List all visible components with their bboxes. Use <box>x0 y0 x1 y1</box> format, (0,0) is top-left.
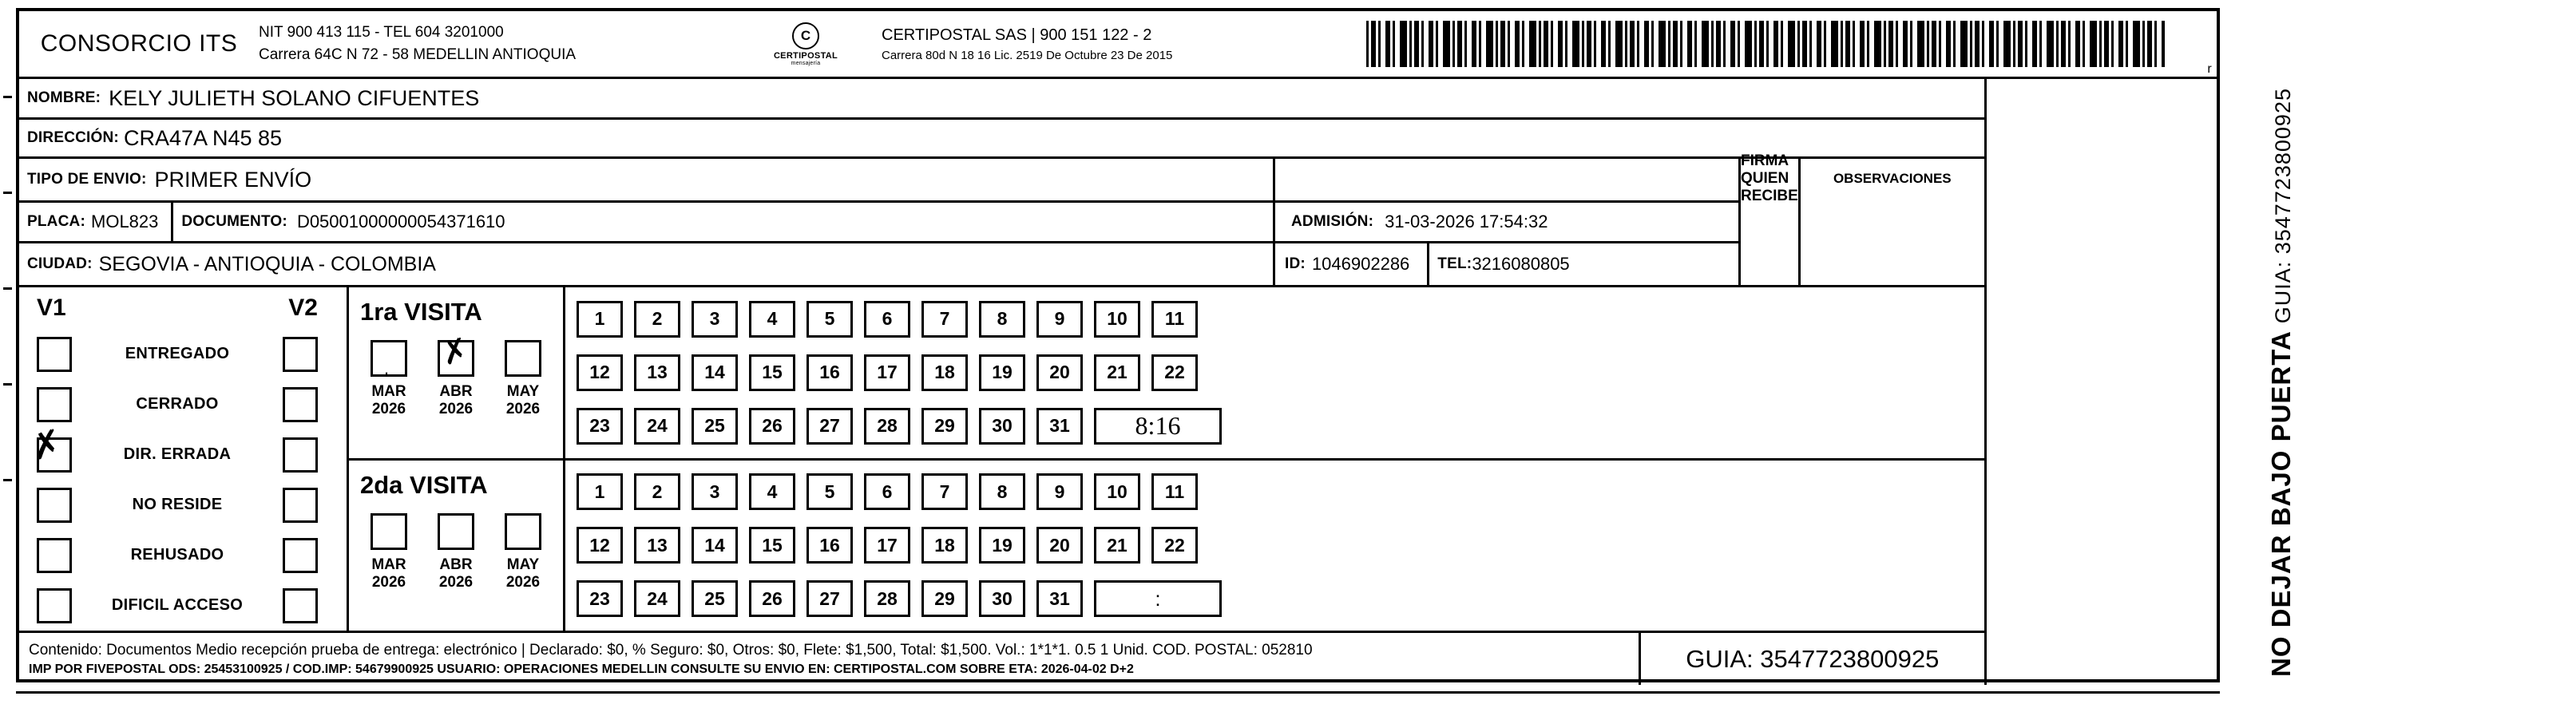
row-id-tel <box>1275 243 1738 285</box>
visit1-days <box>565 287 1984 458</box>
id-label: ID: <box>1285 255 1306 272</box>
row-ciudad <box>19 243 1273 285</box>
placa-value: MOL823 <box>91 212 159 231</box>
status-row-dificil-acceso <box>19 580 347 631</box>
day-box[interactable]: 8 <box>979 473 1025 510</box>
status-row-entregado <box>19 329 347 379</box>
checkbox-v1-entregado[interactable] <box>37 337 72 372</box>
day-box[interactable]: 21 <box>1094 527 1140 564</box>
nombre-label: NOMBRE: <box>27 89 101 106</box>
day-box[interactable]: 27 <box>806 408 853 445</box>
checkbox-v1-no-reside[interactable] <box>37 488 72 523</box>
checkbox-v2-cerrado[interactable] <box>283 387 318 422</box>
day-box[interactable]: 30 <box>979 580 1025 617</box>
v1-header: V1 <box>37 295 66 321</box>
day-box[interactable]: 27 <box>806 580 853 617</box>
checkbox-visit2-abr[interactable] <box>438 513 474 550</box>
visit1-month-abr-year: 2026 <box>438 401 474 417</box>
visit1-month-mar-name: MAR <box>371 383 406 400</box>
day-box[interactable]: 30 <box>979 408 1025 445</box>
side-warning-main: NO DEJAR BAJO PUERTA <box>2265 330 2296 677</box>
visits-column <box>349 287 1984 631</box>
visit1-month-mar-year: 2026 <box>371 401 406 417</box>
day-box[interactable]: 10 <box>1094 473 1140 510</box>
checkbox-visit1-abr[interactable] <box>437 330 474 377</box>
logo-mark-icon: C <box>792 22 819 49</box>
visit2-month-mar-year: 2026 <box>371 573 406 591</box>
visit2-month-may-year: 2026 <box>505 573 541 591</box>
day-box[interactable]: 2 <box>634 301 680 338</box>
day-box[interactable]: 26 <box>749 580 795 617</box>
label-header <box>19 11 2217 79</box>
firma-headers <box>1741 152 1984 204</box>
day-box[interactable]: 20 <box>1036 354 1083 391</box>
day-box[interactable]: 6 <box>864 301 910 338</box>
checkbox-visit1-mar[interactable]: . <box>371 340 407 377</box>
direccion-label: DIRECCIÓN: <box>27 129 119 146</box>
v2-header: V2 <box>288 295 318 321</box>
visit-block-1 <box>349 287 1984 461</box>
day-box[interactable]: 11 <box>1151 301 1198 338</box>
visit1-month-may[interactable] <box>505 340 541 418</box>
tel-value: 3216080805 <box>1472 254 1570 274</box>
day-box[interactable]: 19 <box>979 354 1025 391</box>
side-warning-text <box>2266 88 2297 677</box>
day-box[interactable]: 11 <box>1151 473 1198 510</box>
checkbox-v1-cerrado[interactable] <box>37 387 72 422</box>
footer-details <box>19 633 1639 685</box>
checkbox-v2-dir-errada[interactable] <box>283 437 318 473</box>
visit1-title: 1ra VISITA <box>360 298 482 326</box>
day-box-selected[interactable]: 4 <box>749 301 795 338</box>
status-label-rehusado: REHUSADO <box>130 546 224 564</box>
barcode-icon <box>1366 21 2165 67</box>
day-box[interactable]: 20 <box>1036 527 1083 564</box>
observaciones-area[interactable] <box>1798 199 1984 285</box>
observaciones-header-label: OBSERVACIONES <box>1798 159 1984 199</box>
certipostal-logo <box>730 11 882 77</box>
documento-label: DOCUMENTO: <box>171 203 287 241</box>
ciudad-label: CIUDAD: <box>27 255 93 272</box>
day-box[interactable]: 22 <box>1151 527 1198 564</box>
day-box[interactable]: 14 <box>692 527 738 564</box>
firma-signature-area[interactable] <box>1741 199 1798 285</box>
day-box[interactable]: 29 <box>921 580 968 617</box>
visit1-month-mar[interactable] <box>371 340 407 418</box>
visit2-month-abr[interactable] <box>438 513 474 591</box>
day-box[interactable]: 25 <box>692 580 738 617</box>
day-box[interactable]: 21 <box>1094 354 1140 391</box>
tipo-envio-value: PRIMER ENVÍO <box>154 167 312 192</box>
checkbox-v1-rehusado[interactable] <box>37 538 72 573</box>
day-box[interactable]: 12 <box>577 354 623 391</box>
checkbox-visit1-may[interactable] <box>505 340 541 377</box>
day-box[interactable]: 9 <box>1036 473 1083 510</box>
id-value: 1046902286 <box>1311 254 1410 274</box>
day-box[interactable]: 2 <box>634 473 680 510</box>
visit2-days <box>565 461 1984 631</box>
label-footer <box>19 631 1984 685</box>
visit2-month-mar-name: MAR <box>371 556 406 573</box>
day-box[interactable]: 17 <box>864 527 910 564</box>
row-admision <box>1275 203 1738 243</box>
status-label-no-reside: NO RESIDE <box>132 496 223 513</box>
carrier-info <box>882 11 1361 77</box>
visit-area <box>19 287 1984 631</box>
day-box[interactable]: 28 <box>864 408 910 445</box>
checkbox-visit2-mar[interactable] <box>371 513 407 550</box>
visit2-months <box>349 510 563 631</box>
visit-block-2 <box>349 461 1984 631</box>
status-row-no-reside <box>19 480 347 530</box>
footer-content-line: Contenido: Documentos Medio recepción prueba de entrega: electrónico | Declarado: $0, % Seguro: $0, Otros: $0, Flete: $1,500, Total: $1,500. Vol.: 1*1*1. 0.5 1 Unid. COD. POSTAL: 052810 <box>29 641 1313 659</box>
carrier-license: Carrera 80d N 18 16 Lic. 2519 De Octubre 23 De 2015 <box>882 48 1173 62</box>
visit1-month-abr-name: ABR <box>439 383 473 400</box>
nombre-value: KELY JULIETH SOLANO CIFUENTES <box>109 85 480 110</box>
header-corner-mark: r <box>2207 62 2212 76</box>
day-box[interactable]: 15 <box>749 354 795 391</box>
visit1-days-row-1 <box>565 301 1984 338</box>
firma-observaciones-body <box>1741 199 1984 285</box>
side-guia: GUIA: 3547723800925 <box>2270 87 2295 323</box>
row-tipo-envio <box>19 159 1273 203</box>
visit1-month-abr[interactable] <box>437 330 474 418</box>
checkmark-icon: ✗ <box>437 330 473 373</box>
day-box[interactable]: 14 <box>692 354 738 391</box>
visit1-time-value[interactable]: 8:16 <box>1094 408 1222 445</box>
day-box[interactable]: 10 <box>1094 301 1140 338</box>
day-box[interactable]: 5 <box>806 301 853 338</box>
barcode-area <box>1361 11 2202 77</box>
footer-imprint-line: IMP POR FIVEPOSTAL ODS: 25453100925 / COD.IMP: 54679900925 USUARIO: OPERACIONES MEDELLIN CONSULTE SU ENVIO EN: CERTIPOSTAL.COM SOBRE ETA: 2026-04-02 D+2 <box>29 662 1134 676</box>
status-label-dificil-acceso: DIFICIL ACCESO <box>111 596 244 614</box>
delivery-status-column <box>19 287 349 631</box>
direccion-value: CRA47A N45 85 <box>123 125 283 150</box>
day-box[interactable]: 16 <box>806 527 853 564</box>
firma-observaciones-block <box>1738 152 1984 285</box>
visit2-title: 2da VISITA <box>360 470 488 499</box>
checkmark-icon: ✗ <box>27 421 66 468</box>
visit2-month-abr-year: 2026 <box>438 573 474 591</box>
day-box[interactable]: 31 <box>1036 580 1083 617</box>
shipping-label <box>16 8 2296 682</box>
admision-label: ADMISIÓN: <box>1291 213 1374 230</box>
day-box[interactable]: 7 <box>921 473 968 510</box>
day-box[interactable]: 24 <box>634 408 680 445</box>
day-box[interactable]: 13 <box>634 354 680 391</box>
day-box[interactable]: 23 <box>577 580 623 617</box>
day-box[interactable]: 18 <box>921 527 968 564</box>
day-box[interactable]: 18 <box>921 354 968 391</box>
placa-label: PLACA: <box>27 213 85 230</box>
day-box[interactable]: 3 <box>692 301 738 338</box>
documento-value: D05001000000054371610 <box>296 212 505 231</box>
visit1-month-may-name: MAY <box>506 383 540 400</box>
tipo-envio-label: TIPO DE ENVIO: <box>27 171 147 188</box>
ciudad-value: SEGOVIA - ANTIOQUIA - COLOMBIA <box>98 252 436 275</box>
visit2-month-may-name: MAY <box>506 556 540 573</box>
visit2-days-row-2 <box>565 527 1984 564</box>
page-edge-ticks <box>0 0 16 704</box>
visit1-months <box>349 330 563 458</box>
label-body <box>19 79 2296 685</box>
admision-value: 31-03-2026 17:54:32 <box>1385 212 1548 231</box>
day-box[interactable]: 28 <box>864 580 910 617</box>
status-row-cerrado <box>19 379 347 429</box>
company-name: CONSORCIO ITS <box>40 30 238 57</box>
day-box[interactable]: 1 <box>577 301 623 338</box>
company-address: Carrera 64C N 72 - 58 MEDELLIN ANTIOQUIA <box>259 46 577 63</box>
day-box[interactable]: 1 <box>577 473 623 510</box>
visit2-month-abr-name: ABR <box>439 556 473 573</box>
checkbox-v2-rehusado[interactable] <box>283 538 318 573</box>
day-box[interactable]: 19 <box>979 527 1025 564</box>
tel-label: TEL: <box>1427 243 1472 285</box>
footer-guia: GUIA: 3547723800925 <box>1639 633 1984 685</box>
carrier-name: CERTIPOSTAL SAS | 900 151 122 - 2 <box>882 26 1152 44</box>
visit1-days-row-2 <box>565 354 1984 391</box>
bottom-rule <box>16 691 2220 694</box>
day-box[interactable]: 8 <box>979 301 1025 338</box>
day-box[interactable]: 24 <box>634 580 680 617</box>
status-row-dir-errada <box>19 421 347 480</box>
day-box[interactable]: 12 <box>577 527 623 564</box>
logo-subtitle: mensajería <box>791 60 821 66</box>
day-box[interactable]: 4 <box>749 473 795 510</box>
status-label-dir-errada: DIR. ERRADA <box>123 445 232 463</box>
day-box[interactable]: 16 <box>806 354 853 391</box>
shipment-details <box>19 159 1273 285</box>
visit2-month-selector <box>349 461 565 631</box>
visit2-time-value[interactable]: : <box>1094 580 1222 617</box>
day-box[interactable]: 3 <box>692 473 738 510</box>
day-box[interactable]: 22 <box>1151 354 1198 391</box>
visit2-month-mar[interactable] <box>371 513 407 591</box>
status-row-rehusado <box>19 530 347 580</box>
checkbox-v2-dificil-acceso[interactable] <box>283 588 318 623</box>
row-placa-documento <box>19 203 1273 243</box>
checkbox-v1-dificil-acceso[interactable] <box>37 588 72 623</box>
company-contact <box>259 11 730 77</box>
day-box[interactable]: 17 <box>864 354 910 391</box>
checkbox-v1-dir-errada[interactable] <box>27 421 72 473</box>
admission-details <box>1273 159 1738 285</box>
visit2-month-may[interactable] <box>505 513 541 591</box>
side-warning-strip <box>1984 79 2576 685</box>
day-box[interactable]: 23 <box>577 408 623 445</box>
day-box[interactable]: 26 <box>749 408 795 445</box>
company-nit: NIT 900 413 115 - TEL 604 3201000 <box>259 24 504 42</box>
day-box[interactable]: 15 <box>749 527 795 564</box>
visit1-month-selector <box>349 287 565 458</box>
day-box[interactable]: 7 <box>921 301 968 338</box>
day-box[interactable]: 6 <box>864 473 910 510</box>
status-column-headers <box>19 287 347 329</box>
checkbox-v2-no-reside[interactable] <box>283 488 318 523</box>
day-box[interactable]: 9 <box>1036 301 1083 338</box>
label-main-column <box>19 79 1984 685</box>
day-box[interactable]: 31 <box>1036 408 1083 445</box>
visit1-days-row-3 <box>565 408 1984 445</box>
status-label-cerrado: CERRADO <box>136 395 219 413</box>
visit1-month-may-year: 2026 <box>505 401 541 417</box>
status-rows <box>19 329 347 631</box>
visit2-days-row-1 <box>565 473 1984 510</box>
status-label-entregado: ENTREGADO <box>125 345 230 362</box>
logo-name: CERTIPOSTAL <box>773 50 838 61</box>
row-nombre <box>19 79 1984 120</box>
checkbox-v2-entregado[interactable] <box>283 337 318 372</box>
checkbox-visit2-may[interactable] <box>505 513 541 550</box>
day-box[interactable]: 5 <box>806 473 853 510</box>
row-direccion <box>19 120 1984 159</box>
firma-header-label: FIRMA QUIEN RECIBE <box>1741 152 1798 204</box>
day-box[interactable]: 29 <box>921 408 968 445</box>
visit2-days-row-3 <box>565 580 1984 617</box>
day-box[interactable]: 25 <box>692 408 738 445</box>
day-box[interactable]: 13 <box>634 527 680 564</box>
admission-spacer <box>1275 159 1738 203</box>
